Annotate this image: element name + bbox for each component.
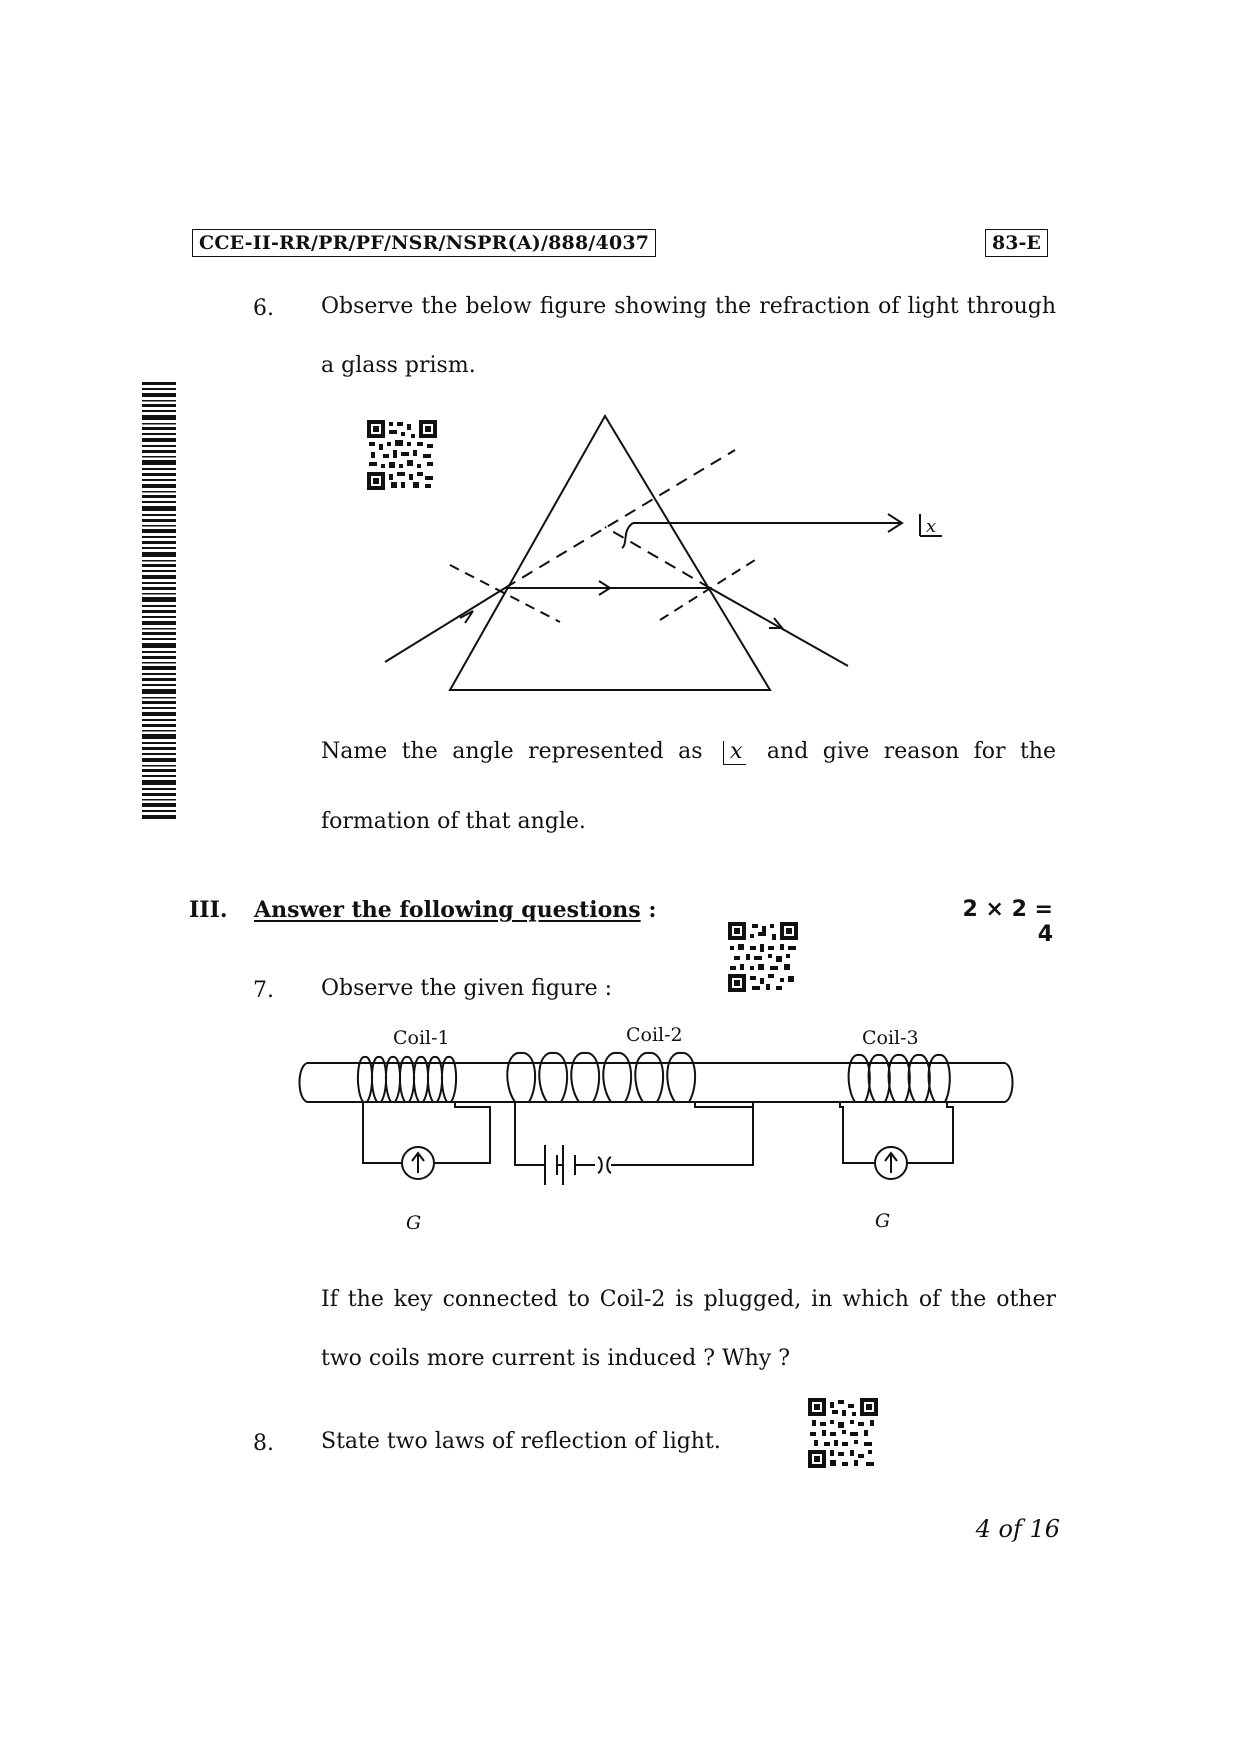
qr-code	[728, 922, 798, 992]
question-text: two coils more current is induced ? Why ?	[321, 1346, 790, 1371]
question-text: If the key connected to Coil-2 is plugged, in which of the other	[321, 1287, 1056, 1312]
question-number: 6.	[253, 296, 274, 321]
ask-part: and give reason for the	[766, 739, 1056, 764]
side-barcode	[142, 382, 182, 822]
section-number: III.	[189, 897, 228, 923]
coil-3-label: Coil-3	[862, 1027, 919, 1049]
paper-code: 83-E	[985, 229, 1048, 257]
galvanometer-label: G	[406, 1212, 422, 1234]
question-text: formation of that angle.	[321, 809, 586, 834]
marks-allocation: 2 × 2 = 4	[962, 897, 1053, 947]
page-number: 4 of 16	[975, 1515, 1060, 1543]
ask-part: Name the angle represented as	[321, 739, 703, 764]
section-colon: :	[648, 897, 657, 923]
question-text: Observe the given figure :	[321, 976, 613, 1001]
coil-2-label: Coil-2	[626, 1024, 683, 1046]
question-text: a glass prism.	[321, 353, 476, 378]
question-text	[321, 741, 1056, 765]
angle-label: x	[926, 516, 937, 537]
coil-figure	[295, 1045, 1015, 1225]
question-text: State two laws of reflection of light.	[321, 1429, 721, 1454]
section-title	[254, 897, 656, 923]
qr-code	[808, 1398, 878, 1468]
question-number: 8.	[253, 1431, 274, 1456]
section-title-text: Answer the following questions	[254, 897, 641, 923]
angle-symbol: x	[723, 741, 746, 765]
question-number: 7.	[253, 978, 274, 1003]
prism-figure	[370, 410, 937, 700]
exam-code: CCE-II-RR/PR/PF/NSR/NSPR(A)/888/4037	[192, 229, 656, 257]
question-text: Observe the below figure showing the refraction of light through	[321, 294, 1056, 319]
galvanometer-label: G	[875, 1210, 891, 1232]
coil-1-label: Coil-1	[393, 1027, 450, 1049]
